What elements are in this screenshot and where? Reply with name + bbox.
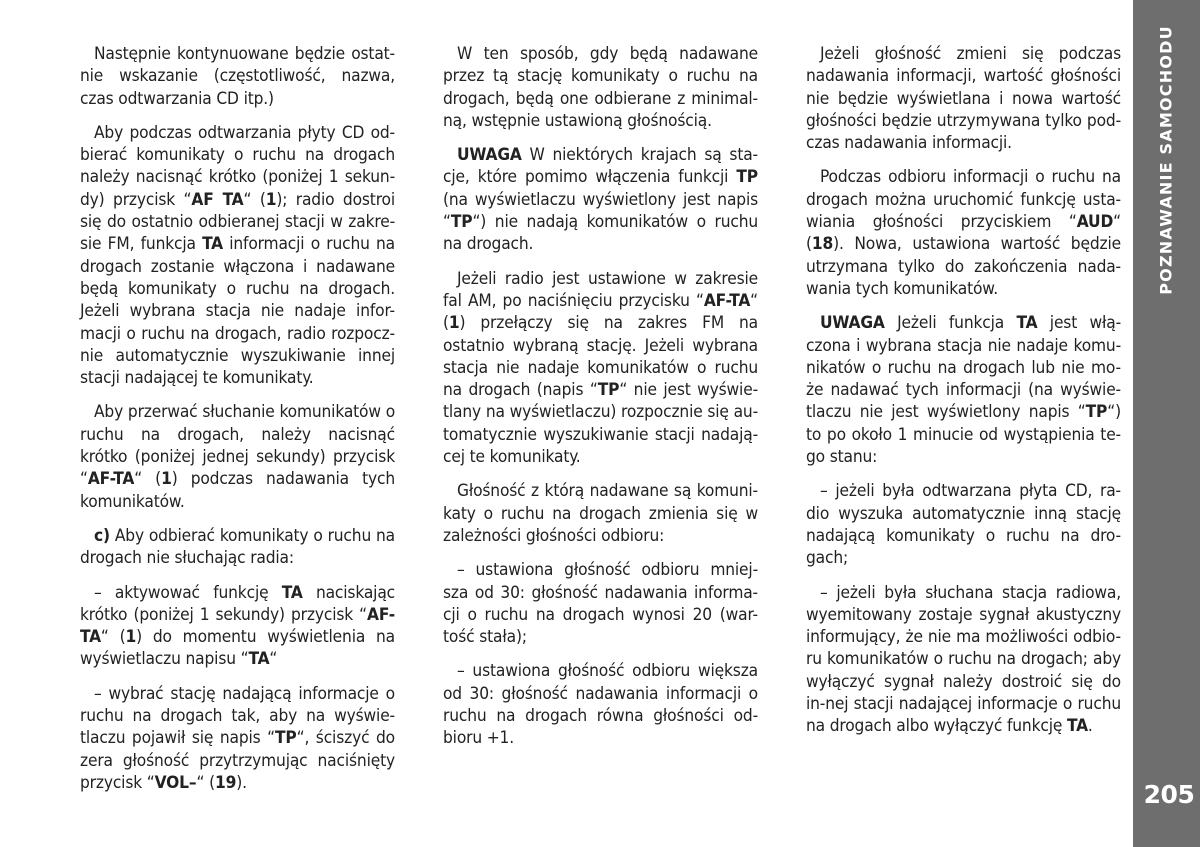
text-run: naciskając krótko (poniżej 1 sekundy) przycisk “ — [80, 582, 395, 625]
text-run: “ ( — [100, 627, 126, 648]
paragraph — [80, 582, 395, 671]
text-run: – ustawiona głośność odbioru większa od 30: głośność nadawania informacji o ruchu na drogach równa głośności od-bioru +1. — [443, 661, 758, 749]
bold-text: TP — [1085, 402, 1108, 423]
paragraph — [80, 401, 395, 512]
paragraph — [443, 144, 758, 255]
text-run: Jeżeli radio jest ustawione w zakresie fal AM, po naciśnięciu przycisku “ — [443, 268, 758, 311]
text-run: “ ( — [134, 469, 162, 490]
bold-text: UWAGA — [457, 145, 522, 166]
text-run: “ ( — [243, 189, 266, 210]
text-run: Podczas odbioru informacji o ruchu na drogach można uruchomić funkcję usta-wiania głośności przyciskiem “ — [806, 167, 1121, 233]
bold-text: AF-TA — [87, 469, 135, 490]
text-run: “ nie jest wyświe-tlany na wyświetlaczu) rozpocznie się au-tomatycznie wyszukiwanie stacji nadają-cej te komunikaty. — [443, 380, 758, 468]
bold-text: 1 — [448, 313, 460, 334]
paragraph — [443, 268, 758, 469]
bold-text: 1 — [161, 469, 172, 490]
text-run: W niektórych krajach są sta-cje, które pomimo włączenia funkcji — [443, 145, 758, 188]
text-run: ). — [236, 772, 247, 793]
bold-text: TA — [1016, 313, 1038, 334]
bold-text: TA — [1067, 716, 1088, 737]
text-run: “ — [269, 649, 278, 670]
text-run: Następnie kontynuowane będzie ostat-nie wskazanie (częstotliwość, nazwa, czas odtwarzania CD itp.) — [80, 44, 395, 109]
bold-text: 1 — [265, 189, 277, 210]
paragraph — [443, 559, 758, 648]
text-run: – wybrać stację nadającą informacje o ruchu na drogach tak, aby na wyświe-tlaczu pojawił się napis “ — [80, 683, 395, 749]
text-run: “ ( — [196, 772, 215, 793]
text-run: Aby przerwać słuchanie komunikatów o ruchu na drogach, należy nacisnąć krótko (poniżej jednej sekundy) przycisk “ — [80, 402, 395, 490]
paragraph — [80, 525, 395, 570]
bold-text: AUD — [1076, 212, 1114, 233]
bold-text: TP — [597, 380, 620, 401]
paragraph — [806, 312, 1121, 468]
paragraph — [806, 43, 1121, 154]
text-run: jest włą-czona i wybrana stacja nie nadaje komu-nikatów o ruchu na drogach lub nie mo-że nadawać tych informacji (na wyświe-tlaczu nie jest wyświetlony napis “ — [806, 313, 1122, 423]
paragraph — [80, 683, 395, 794]
text-run: “) to po około 1 minucie od wystąpienia te-go stanu: — [806, 402, 1121, 468]
bold-text: AF TA — [191, 189, 244, 210]
bold-text: c) — [94, 525, 110, 546]
paragraph — [80, 122, 395, 390]
text-run: ). Nowa, ustawiona wartość będzie utrzymana tylko do zakończenia nada-wania tych komunikatów. — [806, 234, 1121, 299]
paragraph — [80, 43, 395, 110]
text-column-1 — [80, 43, 395, 806]
paragraph — [443, 660, 758, 749]
text-run: “ ( — [806, 212, 1121, 255]
bold-text: UWAGA — [820, 313, 885, 334]
bold-text: TP — [275, 728, 297, 749]
text-run: (na wyświetlaczu wyświetlony jest napis “ — [443, 189, 758, 233]
text-run: ) przełączy się na zakres FM na ostatnio wybraną stację. Jeżeli wybrana stacja nie nadaje komunikatów o ruchu na drogach (napis “ — [443, 313, 758, 401]
text-run: – jeżeli była słuchana stacja radiowa, wyemitowany zostaje sygnał akustyczny informujący, że nie ma możliwości odbio-ru komunikatów o ruchu na drogach; aby wyłączyć sygnał należy dostroić się do in-nej stacji nadającej informacje o ruchu na drogach albo wyłączyć funkcję — [806, 582, 1121, 737]
paragraph — [806, 582, 1121, 738]
bold-text: TP — [450, 212, 473, 233]
text-run: W ten sposób, gdy będą nadawane przez tą stację komunikaty o ruchu na drogach, będą one odbierane z minimal-ną, wstępnie ustawioną głośnością. — [443, 44, 758, 131]
text-run: Aby podczas odtwarzania płyty CD od-bierać komunikaty o ruchu na drogach należy nacisnąć krótko (poniżej 1 sekun-dy) przycisk “ — [80, 122, 395, 210]
bold-text: AF-TA — [703, 290, 751, 311]
bold-text: 19 — [214, 772, 237, 793]
bold-text: TP — [736, 167, 758, 188]
paragraph — [443, 43, 758, 132]
paragraph — [806, 480, 1121, 569]
text-run: “ ( — [443, 290, 758, 334]
text-run: ) do momentu wyświetlenia na wyświetlaczu napisu “ — [80, 627, 395, 670]
text-column-3 — [806, 43, 1121, 750]
bold-text: 1 — [125, 627, 137, 648]
text-run: Jeżeli głośność zmieni się podczas nadawania informacji, wartość głośności nie będzie wyświetlana i nowa wartość głośności będzie utrzymywana tylko pod-czas nadawania informacji. — [806, 44, 1121, 154]
bold-text: 18 — [811, 234, 834, 255]
text-run: ) podczas nadawania tych komunikatów. — [80, 469, 396, 512]
bold-text: TA — [281, 582, 303, 603]
bold-text: TA — [248, 649, 270, 670]
text-column-2 — [443, 43, 758, 762]
bold-text: TA — [202, 234, 223, 255]
paragraph — [443, 480, 758, 547]
text-run: informacji o ruchu na drogach zostanie włączona i nadawane będą komunikaty o ruchu na drogach. Jeżeli wybrana stacja nie nadaje infor-macji o ruchu na drogach, radio rozpocz-nie automatycznie wyszukiwanie innej stacji nadającej te komunikaty. — [80, 234, 395, 389]
text-run: – aktywować funkcję — [94, 582, 282, 603]
bold-text: VOL– — [154, 772, 197, 793]
text-run: – jeżeli była odtwarzana płyta CD, ra-dio wyszuka automatycznie inną stację nadającą komunikaty o ruchu na dro-gach; — [806, 481, 1121, 569]
text-run: Jeżeli funkcja — [884, 313, 1017, 334]
bold-text: AF-TA — [80, 604, 395, 648]
text-run: “) nie nadają komunikatów o ruchu na drogach. — [443, 212, 758, 255]
text-run: – ustawiona głośność odbioru mniej-sza od 30: głośność nadawania informa-cji o ruchu na drogach wynosi 20 (war-tość stała); — [443, 560, 758, 648]
text-run: Aby odbierać komunikaty o ruchu na drogach nie słuchając radia: — [80, 525, 395, 569]
text-run: “, ściszyć do zera głośność przytrzymując naciśnięty przycisk “ — [80, 728, 395, 793]
page-number: 205 — [1143, 780, 1195, 809]
paragraph — [806, 166, 1121, 300]
text-run: Głośność z którą nadawane są komuni-katy o ruchu na drogach zmienia się w zależności głośności odbioru: — [443, 481, 758, 546]
text-run: . — [1087, 716, 1093, 737]
text-run: ); radio dostroi się do ostatnio odbieranej stacji w zakre-sie FM, funkcja — [80, 189, 395, 255]
chapter-title: POZNAWANIE SAMOCHODU — [1156, 25, 1176, 295]
